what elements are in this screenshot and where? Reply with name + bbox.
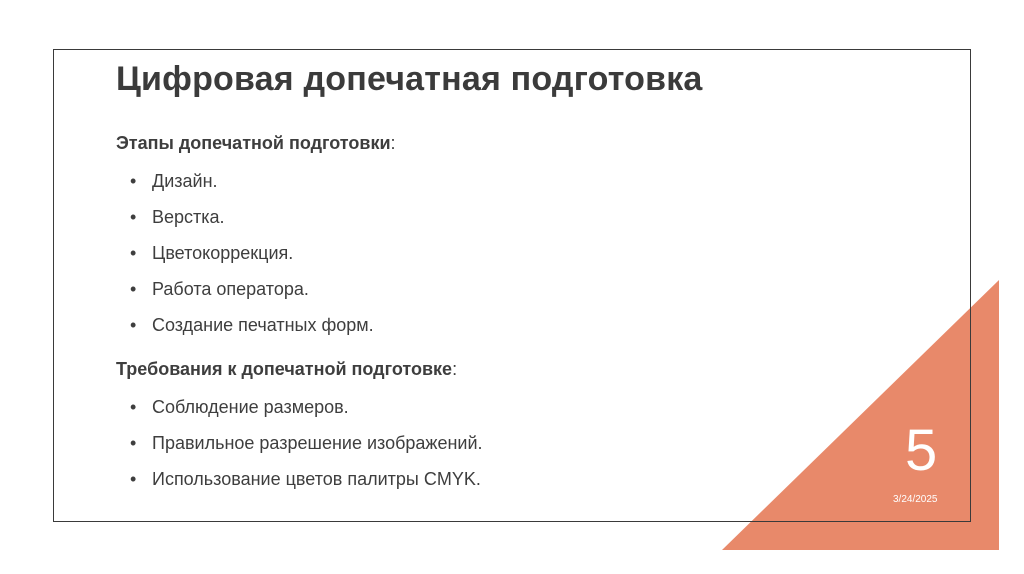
list-item-text: Соблюдение размеров.	[152, 397, 349, 417]
list-item-text: Создание печатных форм.	[152, 315, 374, 335]
bullet-icon: •	[130, 243, 137, 263]
list-item	[116, 235, 816, 271]
list-item	[116, 163, 816, 199]
slide-date: 3/24/2025	[893, 494, 938, 505]
bullet-icon: •	[130, 397, 137, 417]
list-item-text: Использование цветов палитры CMYK.	[152, 469, 481, 489]
list-item-text: Верстка.	[152, 207, 225, 227]
list-item-text: Дизайн.	[152, 171, 218, 191]
requirements-list	[116, 389, 816, 497]
slide-content	[116, 127, 816, 497]
list-item-text: Цветокоррекция.	[152, 243, 294, 263]
slide-title: Цифровая допечатная подготовка	[116, 60, 703, 98]
bullet-icon: •	[130, 207, 137, 227]
slide-number: 5	[905, 418, 938, 483]
list-item	[116, 307, 816, 343]
list-item	[116, 425, 816, 461]
list-item	[116, 389, 816, 425]
section-heading-colon: :	[452, 359, 458, 379]
section-heading-stages	[116, 127, 816, 163]
bullet-icon: •	[130, 171, 137, 191]
bullet-icon: •	[130, 315, 137, 335]
section-heading-requirements	[116, 353, 816, 389]
list-item	[116, 461, 816, 497]
list-item-text: Правильное разрешение изображений.	[152, 433, 483, 453]
section-heading-requirements-text: Требования к допечатной подготовке	[116, 359, 453, 379]
list-item	[116, 199, 816, 235]
stages-list	[116, 163, 816, 343]
list-item	[116, 271, 816, 307]
list-item-text: Работа оператора.	[152, 279, 309, 299]
section-heading-colon: :	[390, 133, 396, 153]
bullet-icon: •	[130, 469, 137, 489]
bullet-icon: •	[130, 279, 137, 299]
bullet-icon: •	[130, 433, 137, 453]
section-heading-stages-text: Этапы допечатной подготовки	[116, 133, 391, 153]
